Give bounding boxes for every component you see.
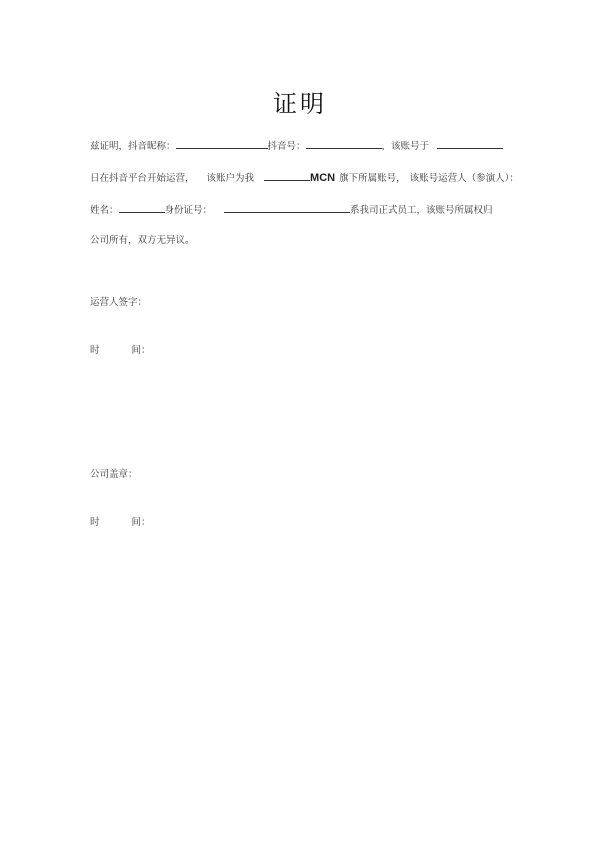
operator-text: 该账号运营人（参演人）： bbox=[409, 173, 519, 184]
paragraph-line-3 bbox=[90, 202, 493, 218]
time-row-2 bbox=[90, 516, 151, 530]
douyin-id-blank bbox=[306, 138, 382, 149]
nickname-blank bbox=[176, 138, 268, 149]
employee-statement: 系我司正式员工，该账号所属权归 bbox=[350, 205, 493, 216]
time-label-char2: 间： bbox=[131, 345, 151, 356]
name-label: 姓名： bbox=[90, 205, 119, 216]
account-owner-text: 该账户为我 bbox=[206, 173, 255, 184]
douyin-id-label: 抖音号： bbox=[267, 141, 306, 152]
start-date-label: ，该账号于 bbox=[381, 141, 430, 152]
ownership-statement: 公司所有，双方无异议。 bbox=[90, 235, 195, 246]
start-date-blank bbox=[437, 138, 503, 149]
nickname-label: 兹证明，抖音昵称： bbox=[90, 141, 176, 152]
mcn-name-blank bbox=[264, 170, 310, 181]
id-number-blank bbox=[224, 202, 350, 213]
time-row-1 bbox=[90, 344, 151, 358]
time2-label-char2: 间： bbox=[131, 517, 151, 528]
id-number-label: 身份证号： bbox=[164, 205, 213, 216]
paragraph-line-4 bbox=[90, 234, 195, 248]
start-operation-text: 日在抖音平台开始运营， bbox=[90, 173, 195, 184]
company-seal-label: 公司盖章： bbox=[90, 469, 138, 480]
name-blank bbox=[119, 202, 165, 213]
time-label-char1: 时 bbox=[90, 345, 100, 356]
subsidiary-account-text: 旗下所属账号， bbox=[339, 173, 406, 184]
paragraph-line-2 bbox=[90, 170, 519, 186]
paragraph-line-1 bbox=[90, 138, 503, 154]
time2-label-char1: 时 bbox=[90, 517, 100, 528]
operator-signature-label: 运营人签字： bbox=[90, 297, 148, 308]
document-title: 证明 bbox=[273, 90, 327, 118]
mcn-label: MCN bbox=[310, 172, 336, 184]
